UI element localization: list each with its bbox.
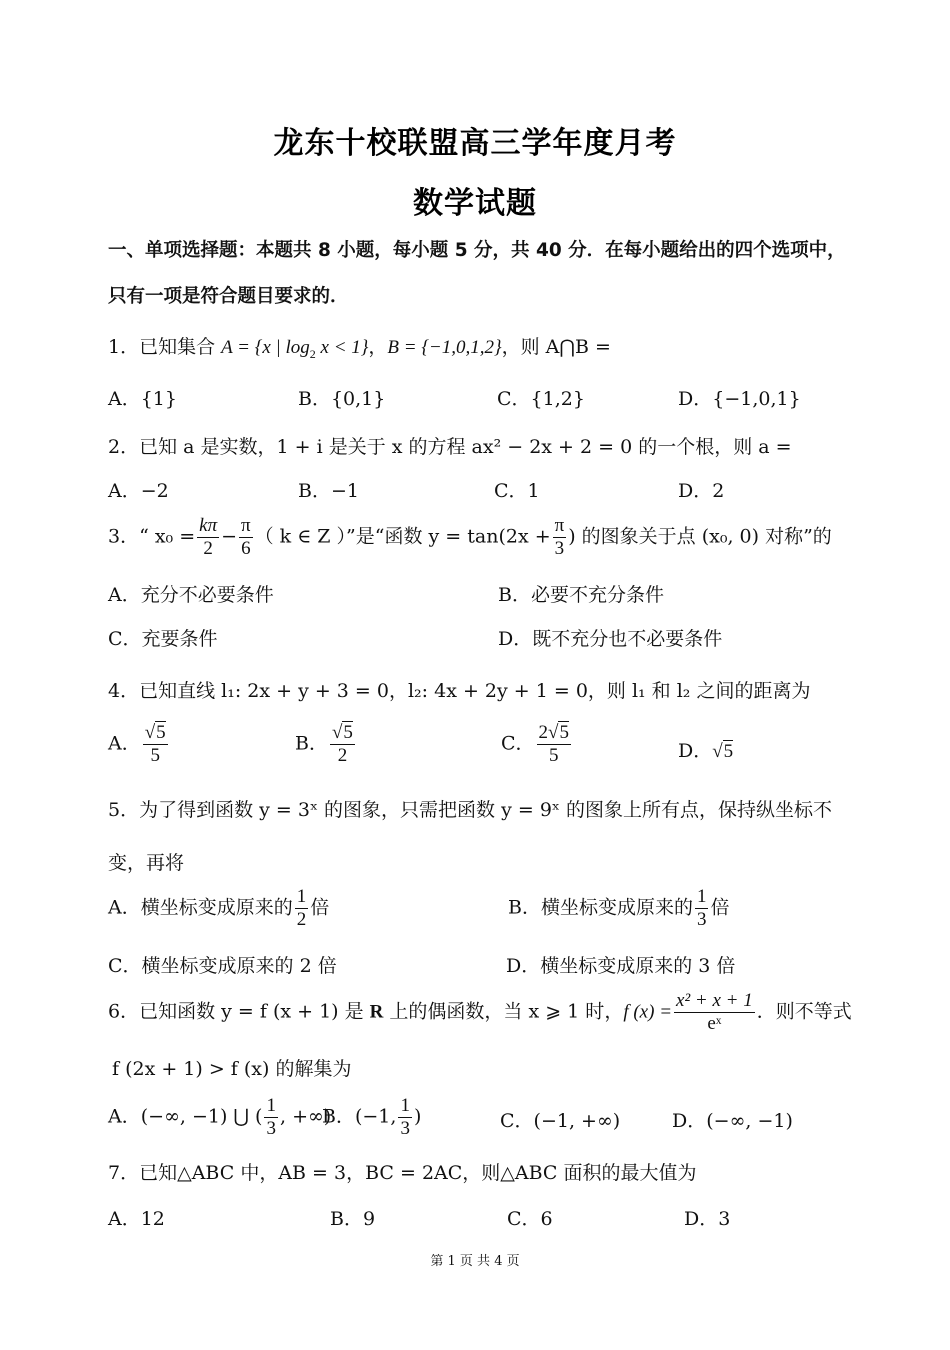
- option-c: C． $\frac{2√5}{5}$: [501, 722, 569, 766]
- option-a: A． $\frac{√5}{5}$: [108, 722, 166, 766]
- option-c: C．横坐标变成原来的 2 倍: [108, 955, 337, 977]
- question-4: [108, 676, 810, 703]
- option-d: D．(−∞, −1): [672, 1110, 793, 1132]
- fraction-fx: $\frac{\text{x² + x + 1}}{\text{eˣ}}$: [676, 990, 753, 1034]
- option-b: B．{0,1}: [298, 388, 386, 410]
- question-5-cont: 变，再将: [108, 852, 185, 874]
- option-d: D．横坐标变成原来的 3 倍: [506, 955, 736, 977]
- section-instruction: 一、单项选择题：本题共 8 小题，每小题 5 分，共 40 分．在每小题给出的四个选项中，只有一项是符合题目要求的．: [108, 240, 846, 307]
- question-6: 6．已知函数 y = f (x + 1) 是 R 上的偶函数，当 x ⩾ 1 时，f (x) = $\frac{\text{x² + x + 1}}{\text{eˣ}}$ ．则不等式: [108, 990, 852, 1034]
- set-a-tail: x < 1}: [315, 337, 369, 358]
- question-number: 2．: [108, 436, 140, 458]
- question-7: [108, 1158, 697, 1185]
- real-set: R: [369, 1001, 384, 1023]
- page-title: 龙东十校联盟高三学年度月考: [273, 126, 677, 161]
- question-tail: ，则 A⋂B =: [501, 336, 611, 358]
- option-a: A．横坐标变成原来的 $\frac{1}{2}$ 倍: [108, 886, 330, 930]
- question-3: 3．“ x₀ = $\frac{k\pi}{2}$ − $\frac{\pi}{6}$ （ k ∈ Z ）”是“函数 y = tan(2x + $\frac{\pi}{3}$ ) 的图象关于点 (x₀, 0) 对称”的: [108, 515, 832, 559]
- option-b: B． $\frac{√5}{2}$: [295, 722, 353, 766]
- question-number: 6．: [108, 1000, 140, 1023]
- option-b: B．(−1, $\frac{1}{3}$ ): [322, 1095, 422, 1139]
- option-a: A．充分不必要条件: [108, 584, 274, 606]
- option-d: D．√5: [678, 740, 734, 762]
- question-number: 4．: [108, 680, 140, 702]
- option-b: B．−1: [298, 480, 359, 502]
- option-d: D．既不充分也不必要条件: [498, 628, 723, 650]
- option-c: C．6: [507, 1208, 553, 1230]
- question-2: [108, 432, 792, 459]
- question-stem: 为了得到函数 y = 3ˣ 的图象，只需把函数 y = 9ˣ 的图象上所有点，保持纵坐标不: [139, 799, 833, 821]
- fraction-pi-over-6: $\frac{\pi}{6}$: [241, 515, 251, 559]
- fraction-pi-over-3: $\frac{\pi}{3}$: [554, 515, 565, 559]
- option-b: B．必要不充分条件: [498, 584, 664, 606]
- option-b: B．9: [330, 1208, 376, 1230]
- question-1: [108, 332, 611, 362]
- question-6-cont: f (2x + 1) > f (x) 的解集为: [112, 1058, 352, 1080]
- option-b: B．横坐标变成原来的 $\frac{1}{3}$ 倍: [508, 886, 730, 930]
- question-stem: 已知 a 是实数，1 + i 是关于 x 的方程 ax² − 2x + 2 = 0 的一个根，则 a =: [139, 436, 792, 458]
- option-a: A．{1}: [108, 388, 177, 410]
- question-5: [108, 795, 832, 822]
- question-number: 3．: [108, 525, 140, 548]
- question-number: 7．: [108, 1162, 140, 1184]
- option-c: C．1: [494, 480, 540, 502]
- option-d: D．{−1,0,1}: [678, 388, 801, 410]
- question-number: 5．: [108, 799, 140, 821]
- option-c: C．(−1, +∞): [500, 1110, 621, 1132]
- question-stem: 已知集合: [139, 336, 222, 358]
- question-stem: “ x₀ =: [139, 525, 196, 548]
- question-stem: 已知△ABC 中，AB = 3，BC = 2AC，则△ABC 面积的最大值为: [139, 1162, 697, 1184]
- set-b: B = {−1,0,1,2}: [387, 337, 502, 358]
- log-base: 2: [309, 346, 316, 361]
- option-a: A．(−∞, −1) ⋃ ( $\frac{1}{3}$ , +∞): [108, 1095, 332, 1139]
- fraction-k-pi-over-2: $\frac{k\pi}{2}$: [199, 515, 218, 559]
- question-stem-cont: （ k ∈ Z ）”是“函数 y = tan(2x +: [254, 525, 551, 548]
- option-c: C．充要条件: [108, 628, 218, 650]
- separator: ，: [368, 336, 388, 358]
- option-d: D．3: [684, 1208, 731, 1230]
- option-c: C．{1,2}: [497, 388, 585, 410]
- option-a: A．−2: [108, 480, 169, 502]
- option-a: A．12: [108, 1208, 165, 1230]
- question-number: 1．: [108, 336, 140, 358]
- question-stem-end: ) 的图象关于点 (x₀, 0) 对称”的: [568, 525, 832, 548]
- set-a: A = {x | log: [221, 337, 310, 358]
- question-stem: 已知直线 l₁: 2x + y + 3 = 0，l₂: 4x + 2y + 1 = 0，则 l₁ 和 l₂ 之间的距离为: [139, 680, 811, 702]
- page-footer: 第 1 页 共 4 页: [430, 1254, 520, 1269]
- option-d: D．2: [678, 480, 725, 502]
- question-stem: 已知函数 y = f (x + 1) 是: [139, 1000, 370, 1023]
- page-subtitle: 数学试题: [413, 186, 537, 221]
